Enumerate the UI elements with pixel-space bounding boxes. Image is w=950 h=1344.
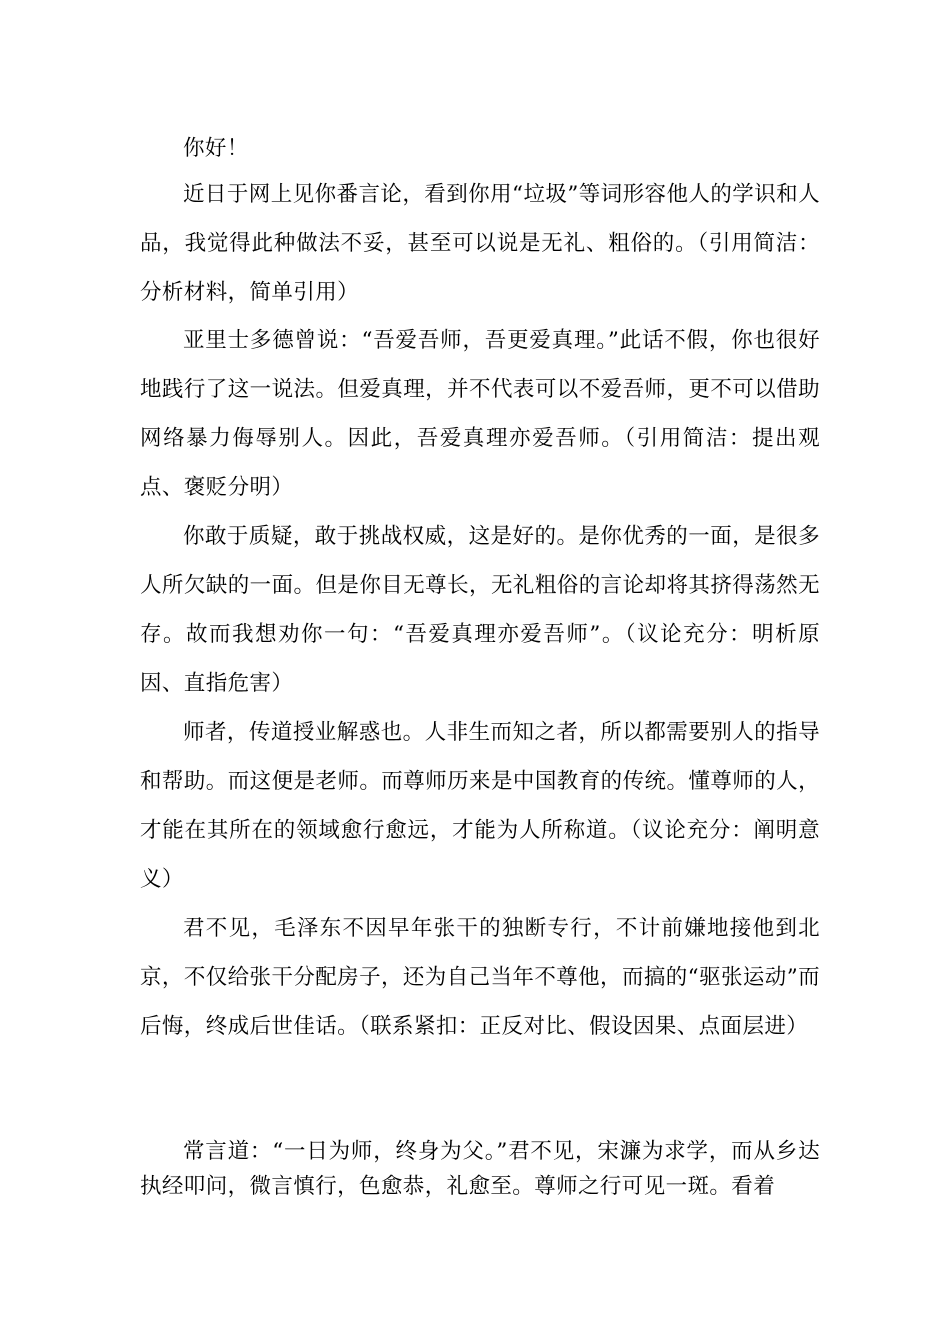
body-paragraph: 师者，传道授业解惑也。人非生而知之者，所以都需要别人的指导和帮助。而这便是老师。而尊师历来是中国教育的传统。懂尊师的人，才能在其所在的领域愈行愈远，才能为人所称道。（议论充分：阐明意义） [140, 720, 820, 892]
body-paragraph: 常言道：“一日为师，终身为父。”君不见，宋濂为求学，而从乡达执经叩问，微言慎行，色愈恭，礼愈至。尊师之行可见一斑。看着 [140, 1139, 820, 1199]
body-paragraph: 亚里士多德曾说：“吾爱吾师，吾更爱真理。”此话不假，你也很好地践行了这一说法。但爱真理，并不代表可以不爱吾师，更不可以借助网络暴力侮辱别人。因此，吾爱真理亦爱吾师。（引用简洁：提出观点、褒贬分明） [140, 328, 820, 500]
body-paragraph: 近日于网上见你番言论，看到你用“垃圾”等词形容他人的学识和人品，我觉得此种做法不妥，甚至可以说是无礼、粗俗的。（引用简洁：分析材料，简单引用） [140, 182, 820, 305]
body-paragraph: 你敢于质疑，敢于挑战权威，这是好的。是你优秀的一面，是很多人所欠缺的一面。但是你目无尊长，无礼粗俗的言论却将其挤得荡然无存。故而我想劝你一句：“吾爱真理亦爱吾师”。（议论充分：明析原因、直指危害） [140, 524, 820, 696]
greeting-paragraph: 你好！ [183, 136, 249, 161]
body-paragraph: 君不见，毛泽东不因早年张干的独断专行，不计前嫌地接他到北京，不仅给张干分配房子，还为自己当年不尊他，而搞的“驱张运动”而后悔，终成后世佳话。（联系紧扣：正反对比、假设因果、点面层进） [140, 916, 820, 1039]
